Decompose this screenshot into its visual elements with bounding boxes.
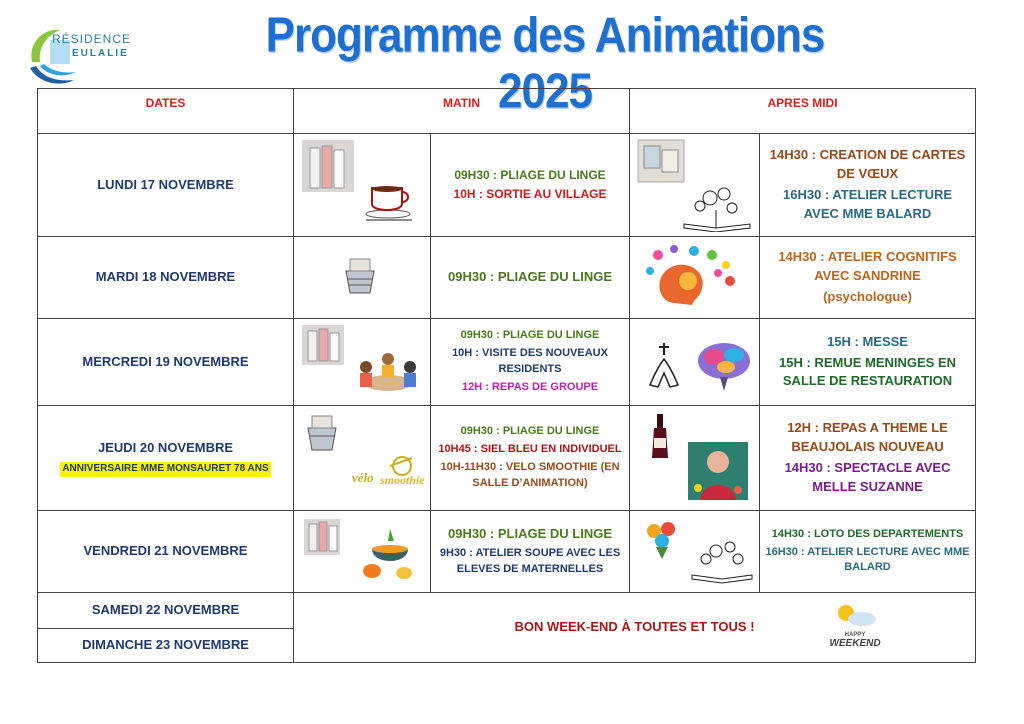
velo-smoothie-icon [350, 450, 426, 490]
table-row [38, 134, 976, 237]
activity-text: 10H : SORTIE AU VILLAGE [453, 187, 607, 201]
activity-text: 12H : REPAS A THEME LE BEAUJOLAIS NOUVEAU [787, 420, 948, 455]
matin-activities [431, 511, 630, 593]
matin-image-cell [294, 406, 431, 511]
activity-text: 15H : MESSE [827, 333, 908, 349]
coffee-cup-icon [364, 174, 416, 222]
activity-text: 16H30 : ATELIER LECTURE AVEC MME BALARD [765, 545, 970, 574]
header-row [38, 89, 976, 134]
activity-text: 09H30 : PLIAGE DU LINGE [448, 269, 612, 285]
matin-activities [431, 134, 630, 237]
apres-midi-activities [760, 237, 976, 319]
matin-activities [431, 319, 630, 406]
laundry-basket-icon [342, 255, 378, 295]
matin-image-cell [294, 511, 431, 593]
badge-top-text: HAPPY [844, 632, 866, 639]
table-row [38, 237, 976, 319]
table-row [38, 511, 976, 593]
matin-activities [431, 237, 630, 319]
happy-weekend-badge [824, 601, 886, 657]
laundry-icon [300, 138, 356, 194]
apres-midi-activities [760, 319, 976, 406]
laundry-icon [300, 323, 346, 367]
performer-photo-icon [686, 440, 750, 502]
praying-hands-icon [644, 341, 684, 391]
date-cell: SAMEDI 22 NOVEMBRE [38, 593, 294, 629]
apres-midi-image-cell [630, 511, 760, 593]
apres-midi-activities [760, 134, 976, 237]
activity-text: 14H30 : CREATION DE CARTES DE VŒUX [769, 147, 966, 182]
flower-bouquet-icon [642, 519, 682, 561]
activity-text: 10H-11H30 : VELO SMOOTHIE (EN SALLE D’ANIMATION) [440, 461, 620, 489]
activity-text: 14H30 : SPECTACLE AVEC MELLE SUZANNE [784, 460, 951, 494]
apres-midi-image-cell [630, 237, 760, 319]
column-header-matin: MATIN [294, 89, 630, 134]
date-cell [38, 406, 294, 511]
date-cell: MARDI 18 NOVEMBRE [38, 237, 294, 319]
badge-main-text: WEEKEND [829, 638, 881, 650]
wine-bottle-icon [646, 412, 674, 460]
activity-text: 09H30 : PLIAGE DU LINGE [460, 425, 600, 438]
activity-text: 09H30 : PLIAGE DU LINGE [454, 167, 606, 182]
apres-midi-image-cell [630, 134, 760, 237]
birthday-note: ANNIVERSAIRE MME MONSAURET 78 ANS [60, 462, 270, 477]
matin-activities [431, 406, 630, 511]
logo-line2: EULALIE [72, 48, 129, 59]
table-row [38, 406, 976, 511]
laundry-icon [302, 517, 342, 557]
weekend-message-cell [294, 593, 976, 663]
sun-cloud-icon [824, 601, 886, 631]
activity-text: 10H45 : SIEL BLEU EN INDIVIDUEL [438, 443, 622, 456]
activity-text: 12H : REPAS DE GROUPE [461, 380, 599, 393]
colorful-brain-icon [694, 337, 754, 393]
laundry-basket-icon [304, 412, 340, 452]
group-meal-icon [352, 349, 422, 401]
open-book-flowers-icon [688, 537, 756, 585]
svg-text:vélo: vélo [352, 470, 374, 485]
apres-midi-image-cell [630, 406, 760, 511]
activity-text: 9H30 : ATELIER SOUPE AVEC LES ELEVES DE MATERNELLES [439, 546, 621, 575]
table-row [38, 593, 976, 629]
activity-text: 14H30 : LOTO DES DEPARTEMENTS [771, 527, 964, 540]
greeting-cards-icon [636, 138, 686, 184]
activity-text: 16H30 : ATELIER LECTURE AVEC MME BALARD [783, 187, 953, 221]
open-book-flowers-icon [680, 184, 754, 232]
activity-text: (psychologue) [823, 288, 912, 304]
activity-text: 14H30 : ATELIER COGNITIFS AVEC SANDRINE [778, 249, 957, 284]
column-header-dates: DATES [38, 89, 294, 134]
schedule-table [37, 88, 976, 663]
activity-text: 09H30 : PLIAGE DU LINGE [460, 329, 600, 342]
date-label: JEUDI 20 NOVEMBRE [97, 440, 234, 456]
matin-image-cell [294, 237, 431, 319]
activity-text: 15H : REMUE MENINGES EN SALLE DE RESTAURATION [779, 354, 957, 389]
date-cell: LUNDI 17 NOVEMBRE [38, 134, 294, 237]
soup-vegetables-icon [360, 525, 420, 585]
apres-midi-image-cell [630, 319, 760, 406]
brain-gears-icon [644, 243, 738, 309]
apres-midi-activities [760, 511, 976, 593]
activity-text: 09H30 : PLIAGE DU LINGE [448, 526, 612, 542]
matin-image-cell [294, 319, 431, 406]
date-cell: VENDREDI 21 NOVEMBRE [38, 511, 294, 593]
weekend-message: BON WEEK-END À TOUTES ET TOUS ! [514, 619, 755, 635]
logo-line1: RÉSIDENCE [52, 32, 132, 46]
date-cell: DIMANCHE 23 NOVEMBRE [38, 629, 294, 663]
apres-midi-activities [760, 406, 976, 511]
activity-text: 10H : VISITE DES NOUVEAUX RESIDENTS [452, 347, 608, 375]
table-row [38, 319, 976, 406]
matin-image-cell [294, 134, 431, 237]
date-cell: MERCREDI 19 NOVEMBRE [38, 319, 294, 406]
page-title: Programme des Animations 2025 [265, 8, 825, 119]
svg-text:smoothie: smoothie [380, 473, 425, 487]
column-header-apres-midi: APRES MIDI [630, 89, 976, 134]
